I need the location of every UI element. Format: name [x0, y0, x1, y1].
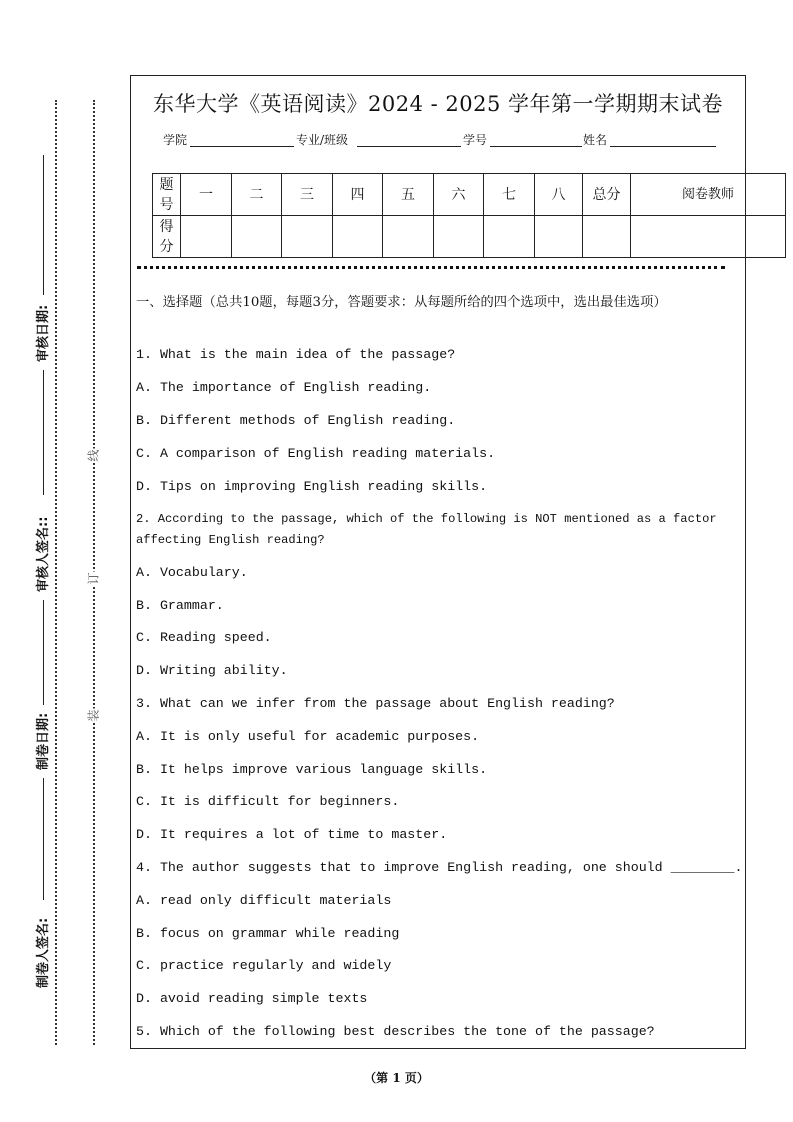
binding-dotted-line-outer	[55, 100, 57, 1045]
major-class-label: 专业/班级	[296, 133, 349, 147]
score-cell[interactable]	[583, 216, 631, 258]
option[interactable]: C. It is difficult for beginners.	[136, 794, 400, 809]
score-table	[152, 173, 786, 258]
option[interactable]: D. It requires a lot of time to master.	[136, 827, 448, 842]
question-5: 5. Which of the following best describes the tone of the passage?	[136, 1024, 655, 1039]
option[interactable]: B. It helps improve various language skills.	[136, 762, 488, 777]
col-1: 一	[181, 174, 232, 216]
option[interactable]: B. Grammar.	[136, 598, 224, 613]
row-label: 得分	[153, 216, 181, 258]
col-2: 二	[232, 174, 282, 216]
signature-line	[43, 600, 44, 705]
option[interactable]: D. avoid reading simple texts	[136, 991, 368, 1006]
college-field[interactable]	[190, 146, 294, 147]
col-grader: 阅卷教师	[631, 174, 786, 216]
score-cell[interactable]	[535, 216, 583, 258]
score-row	[153, 216, 786, 258]
page-number: （第 1 页）	[364, 1071, 429, 1085]
question-3: 3. What can we infer from the passage about English reading?	[136, 696, 615, 711]
col-total: 总分	[583, 174, 631, 216]
exam-title: 东华大学《英语阅读》2024 - 2025 学年第一学期期末试卷	[152, 92, 723, 116]
score-header-row	[153, 174, 786, 216]
option[interactable]: D. Tips on improving English reading skills.	[136, 479, 488, 494]
option[interactable]: B. Different methods of English reading.	[136, 413, 456, 428]
score-cell[interactable]	[383, 216, 434, 258]
option[interactable]: C. A comparison of English reading materials.	[136, 446, 496, 461]
student-id-field[interactable]	[490, 146, 582, 147]
reviewer-signature-label: 审核人签名::	[36, 516, 51, 592]
college-label: 学院	[163, 133, 188, 147]
name-label: 姓名	[583, 133, 608, 147]
binding-mark-zhuang: 装	[86, 709, 101, 722]
score-cell[interactable]	[181, 216, 232, 258]
preparer-signature-label: 制卷人签名:	[36, 917, 51, 988]
question-1: 1. What is the main idea of the passage?	[136, 347, 456, 362]
score-cell[interactable]	[631, 216, 786, 258]
binding-mark-ding: 订	[86, 572, 101, 585]
option[interactable]: A. read only difficult materials	[136, 893, 392, 908]
option[interactable]: A. The importance of English reading.	[136, 380, 432, 395]
score-cell[interactable]	[282, 216, 333, 258]
signature-line	[43, 370, 44, 495]
option[interactable]: A. It is only useful for academic purposes.	[136, 729, 480, 744]
signature-line	[43, 155, 44, 295]
option[interactable]: C. Reading speed.	[136, 630, 272, 645]
option[interactable]: D. Writing ability.	[136, 663, 288, 678]
header-label: 题号	[153, 174, 181, 216]
name-field[interactable]	[610, 146, 716, 147]
col-7: 七	[484, 174, 535, 216]
section-heading: 一、选择题（总共10题，每题3分，答题要求：从每题所给的四个选项中，选出最佳选项）	[136, 295, 667, 310]
signature-line	[43, 778, 44, 900]
major-class-field[interactable]	[357, 146, 461, 147]
option[interactable]: C. practice regularly and widely	[136, 958, 392, 973]
option[interactable]: A. Vocabulary.	[136, 565, 248, 580]
score-cell[interactable]	[434, 216, 484, 258]
col-3: 三	[282, 174, 333, 216]
score-cell[interactable]	[484, 216, 535, 258]
score-cell[interactable]	[232, 216, 282, 258]
prepare-date-label: 制卷日期:	[36, 712, 51, 770]
col-5: 五	[383, 174, 434, 216]
separator-dotted	[137, 266, 725, 269]
option[interactable]: B. focus on grammar while reading	[136, 926, 400, 941]
binding-mark-xian: 线	[86, 449, 101, 462]
score-cell[interactable]	[333, 216, 383, 258]
question-2: 2. According to the passage, which of the following is NOT mentioned as a factor affecting English reading?	[136, 512, 717, 547]
student-id-label: 学号	[463, 133, 488, 147]
col-6: 六	[434, 174, 484, 216]
review-date-label: 审核日期:	[36, 304, 51, 362]
col-8: 八	[535, 174, 583, 216]
col-4: 四	[333, 174, 383, 216]
question-4: 4. The author suggests that to improve English reading, one should ________.	[136, 860, 743, 875]
